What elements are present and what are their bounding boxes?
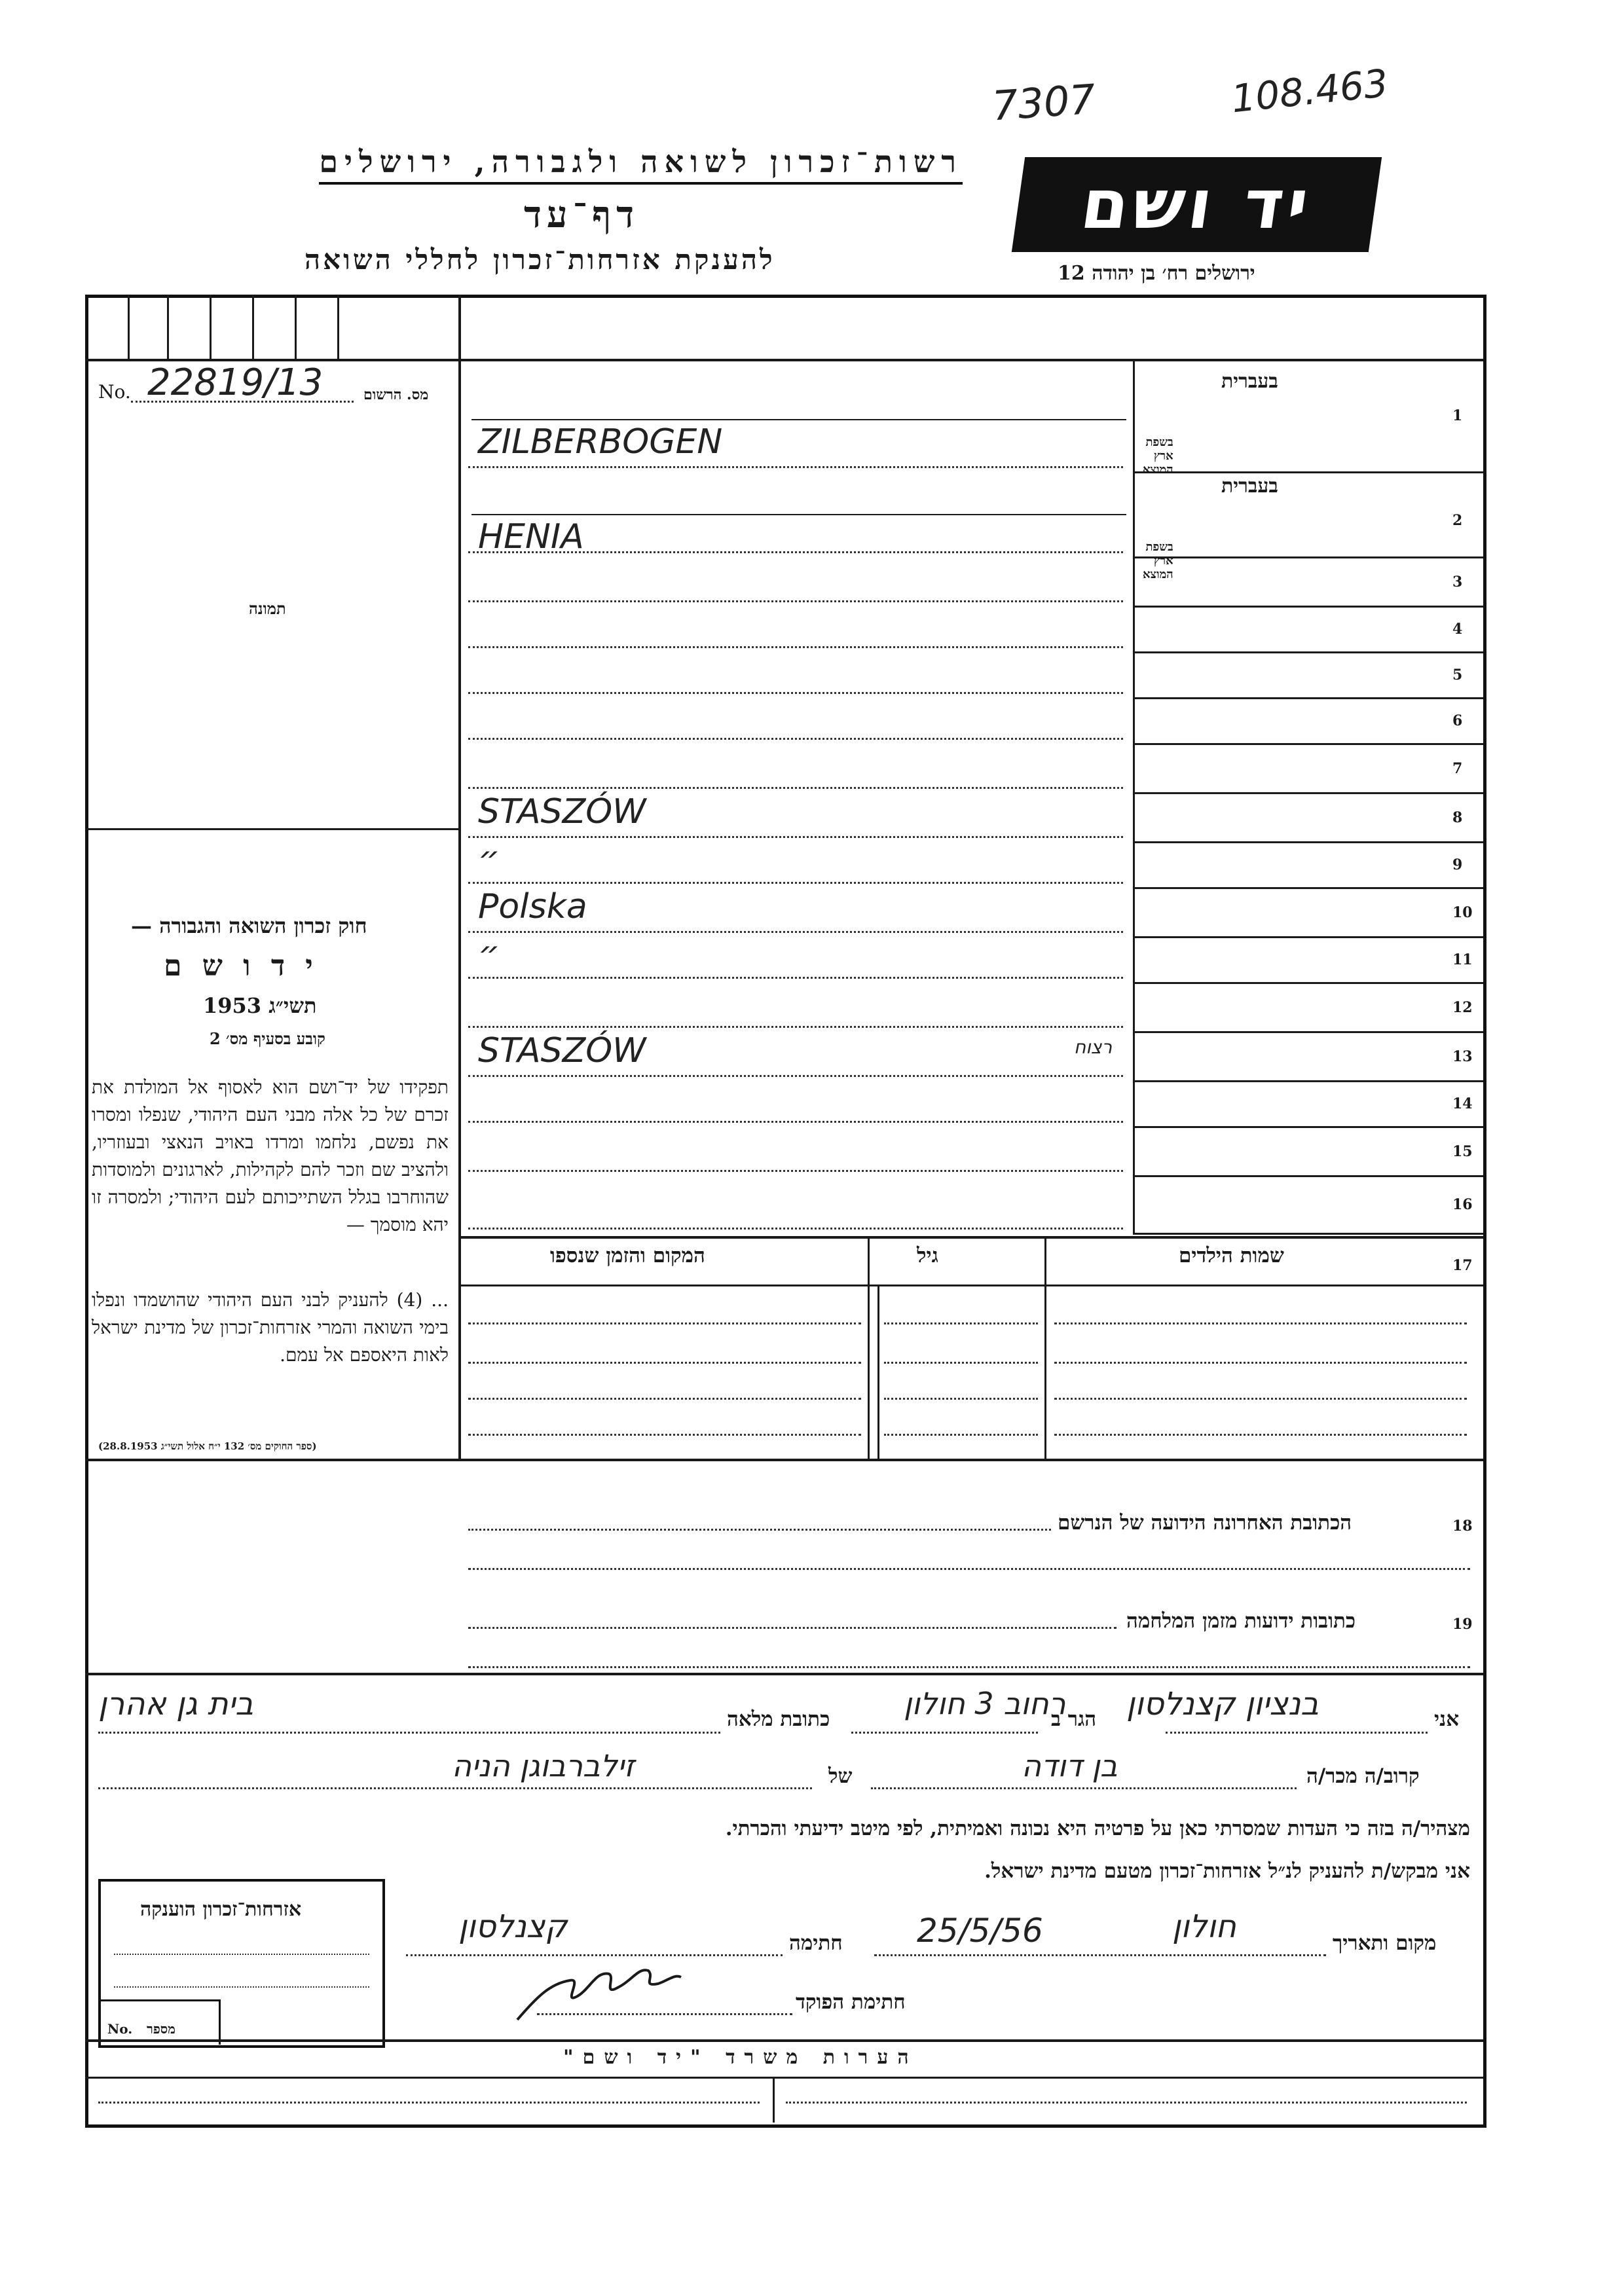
law-name: י ד ו ש ם bbox=[164, 949, 318, 983]
field-number-2: 2 bbox=[1452, 512, 1463, 529]
field-prefix-13: רצוח bbox=[1074, 1036, 1113, 1058]
decl-request: אני מבקש/ת להעניק לנ״ל אזרחות־זכרון מטעם מדינת ישראל. bbox=[984, 1859, 1470, 1883]
field-number-1: 1 bbox=[1452, 407, 1463, 424]
law-footnote: (ספר החוקים מס׳ 132 י״ח אלול תשי״ג 28.8.1953) bbox=[98, 1440, 317, 1452]
authority-name: רשות־זכרון לשואה ולגבורה, ירושלים bbox=[319, 144, 963, 185]
officer-signature-scribble bbox=[511, 1958, 688, 2030]
field-number-12: 12 bbox=[1452, 998, 1473, 1016]
field-number-3: 3 bbox=[1452, 573, 1463, 591]
field-number-15: 15 bbox=[1452, 1142, 1473, 1160]
field-number-8: 8 bbox=[1452, 809, 1463, 826]
law-year: תשי״ג 1953 bbox=[203, 993, 317, 1018]
decl-i-label: אני bbox=[1434, 1707, 1460, 1731]
photo-label: תמונה bbox=[249, 599, 286, 618]
officer-signature-label: חתימת הפוקד bbox=[796, 1990, 906, 2014]
field-value-latin-10: Polska bbox=[478, 886, 587, 926]
field-value-latin-8: STASZÓW bbox=[478, 792, 646, 831]
field-number-18: 18 bbox=[1452, 1518, 1473, 1535]
law-text-cont: ... (4) להעניק לבני העם היהודי שהושמדו ונפלו בימי השואה והמרי אזרחות־זכרון של מדינת ישראל לאות היאספם אל עמם. bbox=[92, 1289, 449, 1366]
decl-statement: מצהיר/ה בזה כי העדות שמסרתי כאן על פרטיה היא נכונה ואמיתית, לפי מיטב ידיעתי והכרתי. bbox=[725, 1817, 1470, 1840]
org-address: ירושלים רח׳ בן יהודה 12 bbox=[1058, 262, 1255, 285]
registration-label: מס. הרשום bbox=[363, 386, 429, 403]
decl-of-label: של bbox=[828, 1764, 853, 1788]
declarant-street: רחוב 3 חולון bbox=[904, 1686, 1066, 1721]
field-sub-origin-2: בשפת ארץ המוצא bbox=[1143, 540, 1173, 581]
registration-number: 22819/13 bbox=[147, 361, 323, 404]
signature-label: חתימה bbox=[789, 1931, 843, 1955]
decl-relation-label: קרוב/ה מכר/ה bbox=[1306, 1764, 1420, 1788]
citizenship-stamp-box bbox=[98, 1879, 385, 2048]
declarant-name: בנציון קצנלסון bbox=[1126, 1686, 1319, 1722]
registration-prefix: No. bbox=[98, 381, 131, 403]
form-subtitle: להענקת אזרחות־זכרון לחללי השואה bbox=[304, 244, 775, 276]
last-address-label: הכתובת האחרונה הידועה של הנרשם bbox=[1058, 1511, 1352, 1535]
field-sub-hebrew-1: בעברית bbox=[1221, 370, 1278, 393]
decl-place: חולון bbox=[1172, 1908, 1236, 1945]
field-value-latin-9: ״ bbox=[478, 839, 500, 879]
stamp-number-label: מספר bbox=[147, 2021, 175, 2037]
yad-vashem-logo bbox=[1012, 157, 1382, 252]
declarant-full-address: בית גן אהרן bbox=[98, 1686, 254, 1722]
decl-resides-label: הגר ב bbox=[1051, 1707, 1097, 1731]
field-number-7: 7 bbox=[1452, 759, 1463, 777]
archive-number: 7307 bbox=[990, 75, 1098, 130]
law-text: תפקידו של יד־ושם הוא לאסוף אל המולדת את זכרם של כל אלה מבני העם היהודי, שנפלו ומסרו את נפשם, נלחמו ומרדו באויב הנאצי ובעוזריו, ולהציב שם וזכר להם לקהילות, לארגונים ולמוסדות שהוחרבו בגלל השתייכותם לעם היהודי; ולמסרה זו יהא מוסמך — bbox=[92, 1076, 449, 1235]
logo-text: יד ושם bbox=[1076, 164, 1318, 244]
field-value-latin-1: ZILBERBOGEN bbox=[478, 422, 723, 462]
form-title: דף־עד bbox=[524, 193, 640, 236]
decl-date: 25/5/56 bbox=[917, 1912, 1043, 1950]
notes-title: הערות משרד "יד ושם" bbox=[563, 2046, 918, 2069]
field-number-9: 9 bbox=[1452, 856, 1463, 873]
children-place-header: המקום והזמן שנספו bbox=[550, 1244, 705, 1267]
field-number-14: 14 bbox=[1452, 1095, 1473, 1112]
field-value-latin-13: STASZÓW bbox=[478, 1030, 646, 1070]
field-number-4: 4 bbox=[1452, 621, 1463, 638]
victim-name-decl: זילברבוגן הניה bbox=[452, 1748, 635, 1783]
field-number-17: 17 bbox=[1452, 1257, 1473, 1274]
field-value-latin-11: ״ bbox=[478, 934, 500, 974]
field-number-13: 13 bbox=[1452, 1048, 1473, 1065]
field-number-6: 6 bbox=[1452, 712, 1463, 729]
field-number-19: 19 bbox=[1452, 1616, 1473, 1633]
field-sub-origin-1: בשפת ארץ המוצא bbox=[1143, 435, 1173, 477]
serial-number: 108.463 bbox=[1229, 60, 1390, 122]
place-date-label: מקום ותאריך bbox=[1333, 1931, 1437, 1955]
declarant-signature: קצנלסון bbox=[458, 1908, 568, 1945]
field-value-latin-2: HENIA bbox=[478, 517, 584, 556]
children-age-header: גיל bbox=[917, 1244, 938, 1267]
stamp-no-prefix: No. bbox=[107, 2021, 133, 2037]
declarant-relation: בן דודה bbox=[1022, 1748, 1118, 1783]
field-number-11: 11 bbox=[1452, 951, 1473, 968]
law-section: קובע בסעיף מס׳ 2 bbox=[210, 1029, 325, 1048]
field-number-10: 10 bbox=[1452, 903, 1473, 921]
field-sub-hebrew-2: בעברית bbox=[1221, 475, 1278, 498]
field-number-5: 5 bbox=[1452, 666, 1463, 683]
decl-full-address-label: כתובת מלאה bbox=[727, 1707, 830, 1731]
field-number-16: 16 bbox=[1452, 1196, 1473, 1213]
stamp-box-title: אזרחות־זכרון הוענקה bbox=[140, 1898, 302, 1921]
law-title: חוק זכרון השואה והגבורה — bbox=[131, 913, 367, 938]
war-address-label: כתובות ידועות מזמן המלחמה bbox=[1126, 1609, 1356, 1633]
children-names-header: שמות הילדים bbox=[1179, 1244, 1284, 1267]
